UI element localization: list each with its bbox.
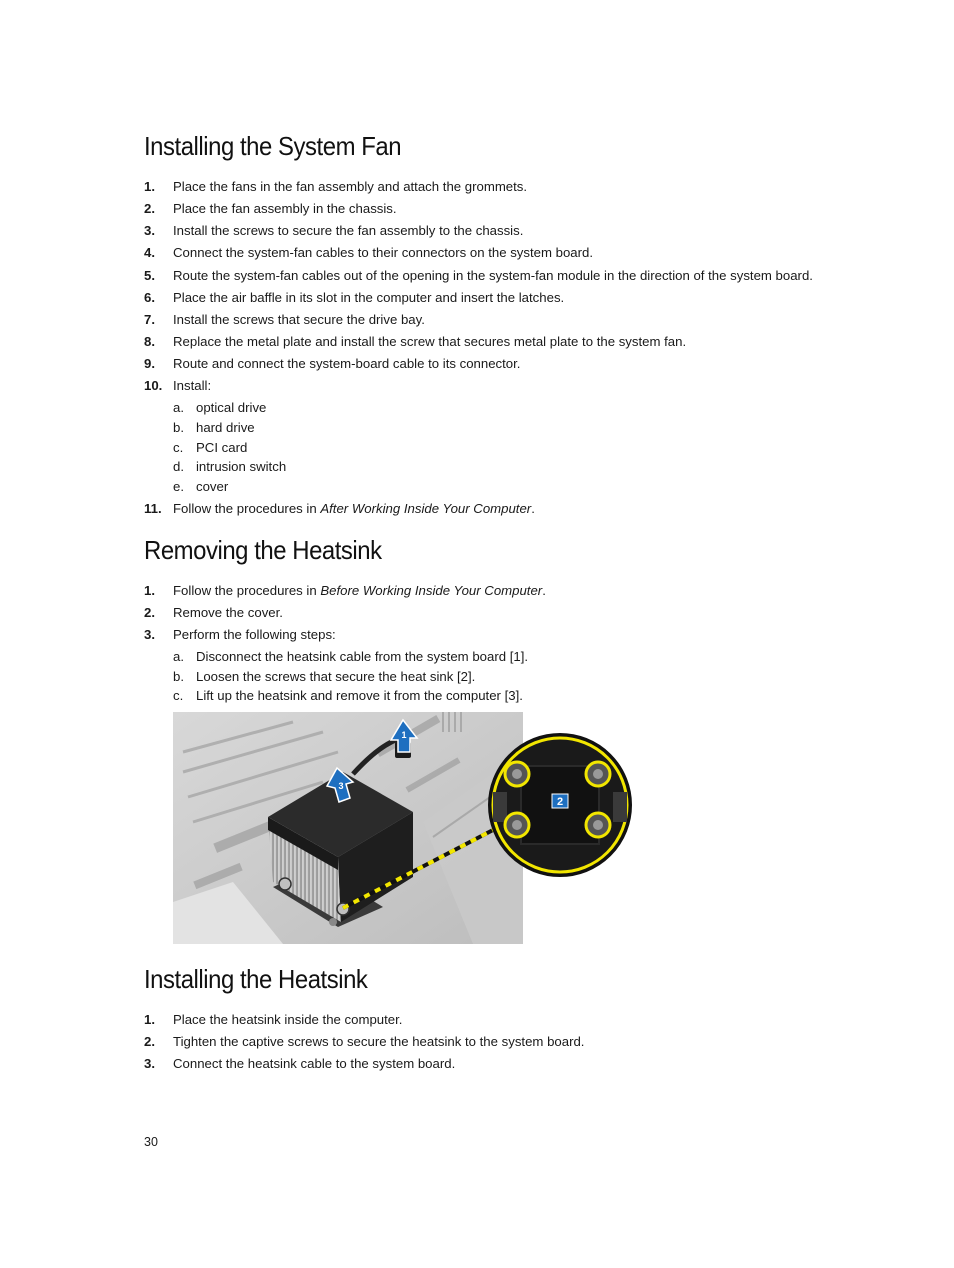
section-title-removing-heatsink: Removing the Heatsink	[144, 535, 382, 565]
screw-highlight	[505, 813, 529, 837]
callout-label-2: 2	[556, 796, 564, 808]
page-number: 30	[144, 1135, 158, 1149]
screw-highlight	[586, 813, 610, 837]
zoom-detail-circle	[490, 735, 630, 875]
screw-highlight	[586, 762, 610, 786]
cross-reference-link: Before Working Inside Your Computer	[320, 583, 543, 598]
section-title-installing-system-fan: Installing the System Fan	[144, 131, 402, 161]
screw-highlight	[505, 762, 529, 786]
section-title-installing-heatsink: Installing the Heatsink	[144, 964, 368, 994]
callout-label-3: 3	[338, 781, 344, 791]
callout-label-1: 1	[401, 730, 407, 740]
heatsink-removal-illustration	[173, 712, 633, 944]
manual-page: Installing the System Fan 1. Place the fans in the fan assembly and attach the grommets. 2. Place the fan assembly in the chassis. 3. Install the screws to secure the fan assembly to the chassis. 4. Connect the system-fan cables to their connectors on the system board. 5. Route the system-fan cables out of the opening in the system-fan module in the direction of the system board. 6. Place the air baffle in its slot in the computer and insert the latches. 7. Install the screws that secure the drive bay. 8. Replace the metal plate and install the screw that secures metal plate to the system fan. 9. Route and connect the system-board cable to its connector. 10. Install: a. optical drive b. hard drive c. PCI card d. intrusion switch e. cover 11. Follow the procedures in After Working Inside Your Computer. Removing the Heatsink 1. Follow the procedures in Before Working Inside Your Computer. 2. Remove the cover. 3. Perform the following steps: a. Disconnect the heatsink cable from the system board [1]. b. Loosen the screws that secure the heat sink [2]. c. Lift up the heatsink and remove it from the computer [3]. 1 3 2 Installing the Heatsink 1. Place the heatsink inside the computer. 2. Tighten the captive screws to secure the heatsink to the system board. 3. Connect the heatsink cable to the system board. 30	[144, 131, 813, 1149]
cross-reference-link: After Working Inside Your Computer	[320, 501, 532, 516]
